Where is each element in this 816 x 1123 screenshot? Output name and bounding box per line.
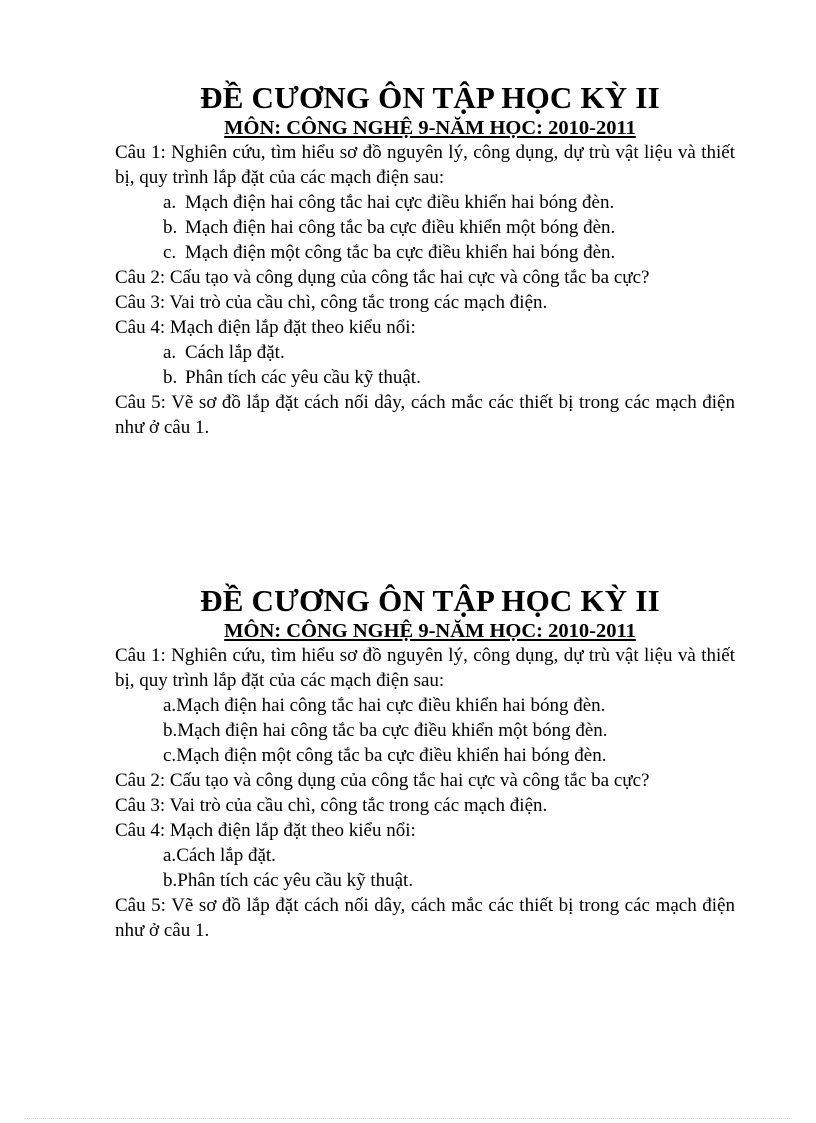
- outline-section-1: [115, 80, 735, 440]
- item-marker: c.: [163, 242, 177, 263]
- question-4-item-b: [115, 365, 735, 390]
- document-subtitle: [125, 619, 735, 643]
- item-text: Mạch điện một công tắc ba cực điều khiển hai bóng đèn.: [185, 242, 616, 263]
- item-marker: a.: [163, 695, 177, 716]
- question-1-item-b: [115, 215, 735, 240]
- item-text: Mạch điện hai công tắc ba cực điều khiển một bóng đèn.: [177, 720, 608, 741]
- question-1: Câu 1: Nghiên cứu, tìm hiểu sơ đồ nguyên lý, công dụng, dự trù vật liệu và thiết bị, quy trình lắp đặt của các mạch điện sau:: [115, 645, 735, 691]
- question-1-item-a: [115, 190, 735, 215]
- item-marker: b.: [163, 367, 178, 388]
- item-marker: a.: [163, 845, 177, 866]
- document-title: ĐỀ CƯƠNG ÔN TẬP HỌC KỲ II: [200, 583, 660, 618]
- item-text: Phân tích các yêu cầu kỹ thuật.: [185, 367, 421, 388]
- question-4-item-a: [115, 843, 735, 868]
- question-1-item-b: [115, 718, 735, 743]
- question-4-item-a: [115, 340, 735, 365]
- item-text: Mạch điện hai công tắc hai cực điều khiển hai bóng đèn.: [176, 695, 606, 716]
- item-marker: b.: [163, 217, 178, 238]
- item-text: Phân tích các yêu cầu kỹ thuật.: [177, 870, 414, 891]
- item-marker: a.: [163, 192, 177, 213]
- document-title: ĐỀ CƯƠNG ÔN TẬP HỌC KỲ II: [200, 80, 660, 115]
- question-4: Câu 4: Mạch điện lắp đặt theo kiểu nổi:: [115, 317, 416, 338]
- question-5: Câu 5: Vẽ sơ đồ lắp đặt cách nối dây, cách mắc các thiết bị trong các mạch điện như ở câu 1.: [115, 895, 735, 941]
- question-1: Câu 1: Nghiên cứu, tìm hiểu sơ đồ nguyên lý, công dụng, dự trù vật liệu và thiết bị, quy trình lắp đặt của các mạch điện sau:: [115, 142, 735, 188]
- question-1-item-a: [115, 693, 735, 718]
- item-marker: a.: [163, 342, 177, 363]
- page-bottom-divider: [24, 1118, 792, 1119]
- question-3: Câu 3: Vai trò của cầu chì, công tắc trong các mạch điện.: [115, 292, 548, 313]
- item-marker: b.: [163, 720, 178, 741]
- item-marker: c.: [163, 745, 177, 766]
- question-4-item-b: [115, 868, 735, 893]
- question-1-item-c: [115, 743, 735, 768]
- item-text: Mạch điện một công tắc ba cực điều khiển hai bóng đèn.: [176, 745, 607, 766]
- question-1-item-c: [115, 240, 735, 265]
- question-2: Câu 2: Cấu tạo và công dụng của công tắc hai cực và công tắc ba cực?: [115, 267, 650, 288]
- item-text: Mạch điện hai công tắc hai cực điều khiển hai bóng đèn.: [185, 192, 615, 213]
- item-marker: b.: [163, 870, 178, 891]
- item-text: Mạch điện hai công tắc ba cực điều khiển một bóng đèn.: [185, 217, 616, 238]
- question-5: Câu 5: Vẽ sơ đồ lắp đặt cách nối dây, cách mắc các thiết bị trong các mạch điện như ở câu 1.: [115, 392, 735, 438]
- document-subtitle: [125, 116, 735, 140]
- item-text: Cách lắp đặt.: [176, 845, 276, 866]
- subtitle-text: MÔN: CÔNG NGHỆ 9-NĂM HỌC: 2010-2011: [224, 117, 636, 139]
- question-2: Câu 2: Cấu tạo và công dụng của công tắc hai cực và công tắc ba cực?: [115, 770, 650, 791]
- outline-section-2: [115, 583, 735, 943]
- question-4: Câu 4: Mạch điện lắp đặt theo kiểu nổi:: [115, 820, 416, 841]
- question-3: Câu 3: Vai trò của cầu chì, công tắc trong các mạch điện.: [115, 795, 548, 816]
- item-text: Cách lắp đặt.: [185, 342, 285, 363]
- subtitle-text: MÔN: CÔNG NGHỆ 9-NĂM HỌC: 2010-2011: [224, 620, 636, 642]
